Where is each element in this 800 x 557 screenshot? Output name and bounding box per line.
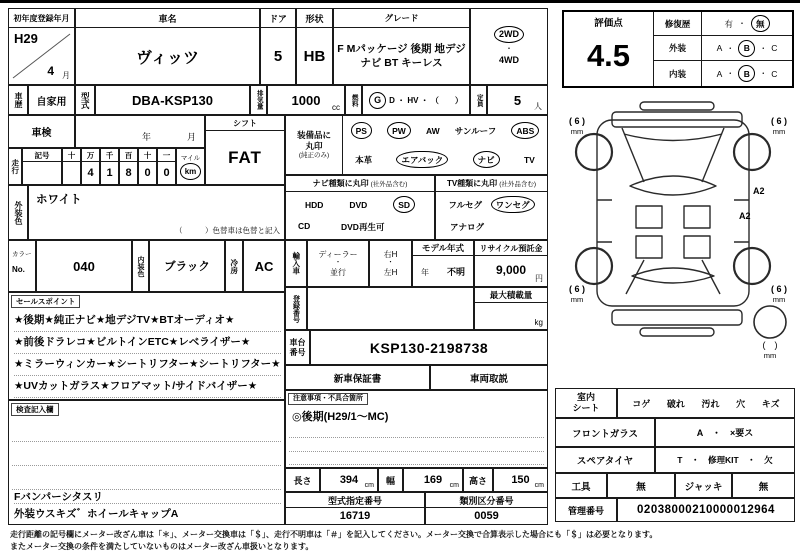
displacement-label-cell bbox=[250, 85, 267, 115]
color-no-label-1: カラー bbox=[12, 251, 32, 258]
sales-points-label: セールスポイント bbox=[11, 295, 80, 308]
equipment-cell bbox=[285, 115, 548, 175]
reg-number-value-cell bbox=[307, 287, 474, 330]
exterior-grade-label: 外装 bbox=[668, 43, 686, 53]
sales-line: ★後期★純正ナビ★地デジTV★BTオーディオ★ bbox=[14, 312, 281, 332]
mileage-col-10k bbox=[81, 148, 100, 185]
jack-value: 無 bbox=[758, 481, 769, 493]
reg-month: 4 bbox=[47, 64, 54, 78]
model-year-label: モデル年式 bbox=[413, 241, 473, 256]
class-division-cell bbox=[425, 492, 548, 525]
score-label: 評価点 bbox=[594, 18, 623, 29]
int-color-value-cell bbox=[149, 240, 225, 292]
sales-line: ★前後ドラレコ★ビルトインETC★レベライザー★ bbox=[14, 334, 281, 354]
first-registration-value bbox=[9, 28, 74, 84]
capacity-value: 5 bbox=[513, 92, 522, 108]
dealer-option: ディーラー bbox=[318, 250, 358, 260]
control-number: 02038000210000012964 bbox=[637, 504, 775, 516]
chassis-label-1: 車台 bbox=[289, 337, 306, 347]
import-dealer-cell bbox=[307, 240, 369, 287]
clearance-value: ( 6 ) bbox=[568, 116, 585, 126]
height-label-cell bbox=[463, 468, 493, 492]
windshield-value: A ・ ×要ス bbox=[696, 428, 754, 438]
exterior-c-option: C bbox=[771, 43, 778, 53]
mileage-label-cell bbox=[8, 148, 22, 185]
equipment-label-3: (純正のみ) bbox=[298, 151, 330, 159]
tv-type-row-1 bbox=[436, 192, 547, 217]
clearance-label-front-right bbox=[762, 116, 796, 136]
int-color-value: ブラック bbox=[164, 261, 210, 273]
navi-sd-circled: SD bbox=[393, 196, 415, 213]
footer-notes bbox=[10, 529, 796, 553]
tv-type-cell bbox=[435, 175, 548, 240]
grade-line1: F Mパッケージ 後期 地デジ bbox=[337, 42, 466, 55]
clearance-unit: mm bbox=[772, 294, 786, 304]
control-number-label: 管理番号 bbox=[567, 505, 604, 516]
mileage-digit: 0 bbox=[163, 167, 170, 179]
mileage-digit: 1 bbox=[106, 167, 113, 179]
clearance-unit: mm bbox=[772, 126, 786, 136]
score-box bbox=[562, 10, 794, 88]
length-unit: cm bbox=[364, 482, 374, 489]
windshield-label-cell bbox=[555, 418, 655, 447]
reg-number-label: 登録番号 bbox=[292, 294, 300, 323]
spare-tire-value: T ・ 修理KIT ・ 欠 bbox=[677, 455, 773, 465]
dealer-dot: ・ bbox=[334, 259, 342, 267]
manual-label: 車両取説 bbox=[469, 373, 508, 385]
warranty-label: 新車保証書 bbox=[333, 373, 382, 385]
option-dot: ・ bbox=[738, 19, 746, 28]
model-label-cell bbox=[75, 85, 95, 115]
shaken-value-cell bbox=[75, 115, 205, 148]
mileage-col-label: 百 bbox=[120, 149, 137, 162]
equipment-navi-circled: ナビ bbox=[473, 151, 500, 168]
tv-fullseg: フルセグ bbox=[448, 199, 482, 210]
width-value: 169 bbox=[423, 474, 443, 486]
dotted-line bbox=[12, 465, 281, 466]
length-value-cell bbox=[320, 468, 378, 492]
history-value-cell bbox=[28, 85, 75, 115]
dotted-line bbox=[12, 441, 281, 442]
tools-label-cell bbox=[555, 473, 607, 498]
color-no-label-2: No. bbox=[12, 265, 25, 274]
length-label-cell bbox=[285, 468, 320, 492]
chassis-value-cell bbox=[310, 330, 548, 365]
door-count: 5 bbox=[273, 47, 283, 65]
tools-value-cell bbox=[607, 473, 675, 498]
jack-label: ジャッキ bbox=[684, 481, 723, 493]
interior-a-option: A bbox=[716, 68, 723, 79]
aircon-label: 冷房 bbox=[229, 258, 239, 274]
mileage-col-label: 万 bbox=[82, 149, 99, 162]
class-division-label: 類別区分番号 bbox=[426, 493, 547, 508]
mileage-col-label: 十 bbox=[139, 149, 156, 162]
seat-option: 破れ bbox=[666, 398, 685, 409]
inspection-notes-cell bbox=[8, 400, 285, 525]
ext-color-note: （ ）色替車は色替と記入 bbox=[175, 226, 280, 235]
displacement-value: 1000 bbox=[291, 92, 321, 108]
parallel-option: 並行 bbox=[330, 267, 346, 277]
car-name-cell bbox=[75, 8, 260, 85]
grade-label: グレード bbox=[334, 9, 469, 28]
model-year-cell bbox=[412, 240, 474, 287]
repair-yes-option: 有 bbox=[724, 18, 733, 29]
dotted-line bbox=[289, 464, 544, 465]
spare-clearance-unit: mm bbox=[763, 350, 777, 360]
import-label-cell bbox=[285, 240, 307, 287]
width-label-cell bbox=[378, 468, 403, 492]
interior-c-option: C bbox=[771, 68, 778, 79]
navi-cd: CD bbox=[298, 221, 311, 231]
color-no-value: 040 bbox=[73, 258, 95, 274]
model-label: 型式 bbox=[80, 91, 91, 109]
history-value: 自家用 bbox=[36, 96, 67, 108]
equipment-aw: AW bbox=[425, 125, 440, 136]
clearance-label-rear-right bbox=[762, 284, 796, 304]
seat-label-2: シート bbox=[572, 403, 600, 413]
jack-value-cell bbox=[732, 473, 795, 498]
damage-mark-a2-1: A2 bbox=[753, 186, 765, 196]
jack-label-cell bbox=[675, 473, 732, 498]
mileage-col-label: 一 bbox=[158, 149, 175, 162]
spare-clearance-value: ( ) bbox=[762, 340, 778, 350]
first-registration-label: 初年度登録年月 bbox=[9, 9, 74, 28]
drive-2wd-circled: 2WD bbox=[494, 26, 524, 43]
warranty-cell bbox=[285, 365, 430, 390]
aircon-label-cell bbox=[225, 240, 243, 292]
clearance-value: ( 6 ) bbox=[770, 284, 787, 294]
shaken-label-cell bbox=[8, 115, 75, 148]
equipment-airbag-circled: エアバック bbox=[396, 151, 448, 168]
equipment-pw-circled: PW bbox=[387, 122, 411, 139]
shift-cell bbox=[205, 115, 285, 185]
max-load-cell bbox=[474, 287, 548, 330]
recycle-fee-label: リサイクル預託金 bbox=[475, 241, 547, 256]
windshield-value-cell bbox=[655, 418, 795, 447]
seat-label-1: 室内 bbox=[576, 392, 595, 403]
interior-grade-value-cell bbox=[702, 61, 792, 86]
tv-oneseg-circled: ワンセグ bbox=[491, 196, 535, 213]
first-registration-cell bbox=[8, 8, 75, 85]
capacity-unit: 人 bbox=[534, 102, 542, 111]
option-dot: ・ bbox=[726, 43, 735, 53]
mileage-sign-cell bbox=[22, 148, 62, 185]
repair-history-label: 修復歴 bbox=[664, 18, 691, 29]
length-label: 長さ bbox=[293, 475, 312, 486]
manual-cell bbox=[430, 365, 548, 390]
equipment-ps-circled: PS bbox=[351, 122, 372, 139]
displacement-unit: cc bbox=[332, 103, 340, 112]
color-no-value-cell bbox=[36, 240, 132, 292]
equipment-tv: TV bbox=[523, 154, 535, 165]
tools-value: 無 bbox=[636, 481, 646, 493]
equipment-row-2 bbox=[343, 145, 547, 174]
shaken-year-label: 年 bbox=[142, 132, 152, 142]
clearance-label-rear-left bbox=[560, 284, 594, 304]
footer-note-line-1: 走行距離の記号欄にメーター改ざん車は「＊」、メーター交換車は「＄」、走行不明車は「＃」を記入してください。メーター交換で合算表示した場合にも「＄」は必要となります。 bbox=[10, 530, 658, 539]
displacement-value-cell bbox=[267, 85, 345, 115]
ext-color-label-cell bbox=[8, 185, 28, 240]
mileage-col-1 bbox=[157, 148, 176, 185]
equipment-row-1 bbox=[343, 116, 547, 145]
km-circled: km bbox=[180, 163, 202, 180]
recycle-fee-unit: 円 bbox=[535, 274, 543, 283]
fuel-label-cell bbox=[345, 85, 362, 115]
length-value: 394 bbox=[339, 474, 359, 486]
equipment-sunroof: サンルーフ bbox=[454, 125, 497, 136]
equipment-label-2: 丸印 bbox=[305, 140, 323, 151]
navi-type-row-2 bbox=[286, 217, 434, 239]
seat-option: コゲ bbox=[632, 398, 651, 409]
clearance-unit: mm bbox=[570, 126, 584, 136]
dotted-line bbox=[289, 437, 544, 438]
tv-analog: アナログ bbox=[450, 222, 485, 232]
equipment-label-1: 装備品に bbox=[296, 130, 331, 141]
mileage-digit: 4 bbox=[87, 167, 94, 179]
mileage-col-label: 千 bbox=[101, 149, 118, 162]
interior-b-circled: B bbox=[738, 65, 755, 82]
sales-line: ★ミラーウィンカー★シートリフター★シートリフター★ bbox=[14, 356, 281, 376]
reg-number-label-cell bbox=[285, 287, 307, 330]
car-name-label: 車名 bbox=[76, 9, 259, 28]
inspection-notes-label: 検査記入欄 bbox=[11, 403, 59, 416]
right-handle-option: 右H bbox=[383, 250, 398, 260]
seat-option: 穴 bbox=[736, 398, 746, 409]
aircon-value: AC bbox=[254, 258, 274, 274]
equipment-abs-circled: ABS bbox=[511, 122, 539, 139]
left-handle-option: 左H bbox=[383, 267, 398, 277]
seat-option: 汚れ bbox=[701, 398, 720, 409]
aircon-value-cell bbox=[243, 240, 285, 292]
mileage-col-1k bbox=[100, 148, 119, 185]
interior-grade-label-cell bbox=[654, 61, 702, 86]
chassis-label-cell bbox=[285, 330, 310, 365]
control-number-value-cell bbox=[617, 498, 795, 522]
capacity-label: 定員 bbox=[475, 93, 483, 107]
mile-label: マイル bbox=[180, 155, 201, 162]
mileage-digit: 8 bbox=[125, 167, 132, 179]
score-cell bbox=[564, 12, 654, 86]
exterior-grade-label-cell bbox=[654, 36, 702, 61]
tv-type-row-2 bbox=[436, 217, 547, 239]
displacement-label: 排気量 bbox=[255, 90, 263, 110]
mileage-label: 走行 bbox=[10, 159, 20, 174]
height-label: 高さ bbox=[468, 475, 487, 486]
spare-tire-label: スペアタイヤ bbox=[576, 456, 634, 467]
grade-cell bbox=[333, 8, 470, 85]
ext-color-value: ホワイト bbox=[36, 194, 82, 206]
grade-line2: ナビ BT キーレス bbox=[360, 57, 443, 69]
ext-color-label: 外装色 bbox=[14, 200, 23, 225]
int-color-label: 内装色 bbox=[137, 255, 144, 277]
int-color-label-cell bbox=[132, 240, 149, 292]
caution-label: 注意事項・不具合箇所 bbox=[288, 393, 368, 405]
mileage-unit-cell bbox=[176, 148, 205, 185]
option-dot: ・ bbox=[726, 69, 735, 78]
seat-label-cell bbox=[555, 388, 617, 418]
repair-history-label-cell bbox=[654, 12, 702, 36]
caution-value: ◎後期(H29/1～MC) bbox=[292, 411, 389, 423]
body-shape: HB bbox=[303, 47, 326, 65]
shaken-month-label: 月 bbox=[186, 132, 196, 142]
height-value: 150 bbox=[511, 474, 530, 486]
reg-year: H29 bbox=[14, 31, 38, 46]
fuel-value-cell bbox=[362, 85, 470, 115]
tools-label: 工具 bbox=[571, 481, 591, 493]
clearance-value: ( 6 ) bbox=[770, 116, 787, 126]
handle-dot: ・ bbox=[387, 259, 394, 267]
height-unit: cm bbox=[534, 482, 544, 489]
inspection-note: Fバンパーシタスリ bbox=[14, 489, 281, 504]
exterior-grade-value-cell bbox=[702, 36, 792, 61]
caution-cell bbox=[285, 390, 548, 468]
type-designation-cell bbox=[285, 492, 425, 525]
repair-history-value-cell bbox=[702, 12, 792, 36]
navi-dvd: DVD bbox=[349, 199, 368, 210]
drive-4wd: 4WD bbox=[499, 55, 519, 66]
repair-no-circled: 無 bbox=[751, 15, 770, 32]
equipment-label-cell bbox=[286, 116, 343, 174]
type-designation-label: 型式指定番号 bbox=[286, 493, 424, 508]
width-value-cell bbox=[403, 468, 463, 492]
spare-tire-value-cell bbox=[655, 447, 795, 473]
history-label: 車歴 bbox=[14, 92, 23, 108]
sales-line: ★UVカットガラス★フロアマット/サイドバイザー★ bbox=[14, 378, 281, 398]
model-code: DBA-KSP130 bbox=[132, 92, 213, 108]
navi-type-row-1 bbox=[286, 192, 434, 217]
import-handle-cell bbox=[369, 240, 412, 287]
ext-color-value-cell bbox=[28, 185, 285, 240]
drive-dot: ・ bbox=[505, 44, 513, 54]
capacity-label-cell bbox=[470, 85, 487, 115]
mileage-col-10 bbox=[138, 148, 157, 185]
mileage-sign-label: 記号 bbox=[23, 149, 61, 162]
exterior-b-circled: B bbox=[738, 40, 755, 57]
shape-label: 形状 bbox=[297, 9, 332, 28]
seat-option: キズ bbox=[761, 398, 780, 409]
class-division-value: 0059 bbox=[474, 509, 499, 522]
equipment-leather: 本革 bbox=[355, 154, 373, 165]
inspection-note: 外装ウスキズ゛ホイールキャップA bbox=[14, 508, 179, 520]
mileage-col-100k bbox=[62, 148, 81, 185]
recycle-fee-cell bbox=[474, 240, 548, 287]
door-label: ドア bbox=[261, 9, 295, 28]
import-label: 輸入車 bbox=[291, 252, 301, 275]
shift-value: FAT bbox=[228, 147, 262, 167]
bottom-edge-line bbox=[0, 0, 800, 2]
dotted-line bbox=[289, 451, 544, 452]
clearance-unit: mm bbox=[570, 294, 584, 304]
tv-type-label: TV種類に丸印 bbox=[446, 179, 498, 188]
navi-type-cell bbox=[285, 175, 435, 240]
height-value-cell bbox=[493, 468, 548, 492]
mileage-col-label: 十 bbox=[63, 149, 80, 162]
history-label-cell bbox=[8, 85, 28, 115]
footer-note-line-2: またメーター交換の条件を満たしていないものはメーター改ざん車扱いとなります。 bbox=[10, 542, 314, 551]
door-cell bbox=[260, 8, 296, 85]
option-dot: ・ bbox=[759, 43, 768, 53]
drive-type-cell bbox=[470, 8, 548, 85]
navi-type-label: ナビ種類に丸印 bbox=[312, 179, 369, 188]
shape-cell bbox=[296, 8, 333, 85]
navi-type-sublabel: (社外品含む) bbox=[370, 181, 408, 188]
mileage-col-100 bbox=[119, 148, 138, 185]
control-number-label-cell bbox=[555, 498, 617, 522]
damage-mark-a2-2: A2 bbox=[739, 211, 751, 221]
width-label: 幅 bbox=[385, 475, 395, 486]
type-designation-value: 16719 bbox=[339, 509, 371, 522]
windshield-label: フロントガラス bbox=[572, 428, 638, 440]
navi-hdd: HDD bbox=[304, 199, 324, 210]
car-name: ヴィッツ bbox=[135, 49, 200, 67]
clearance-label-front-left bbox=[560, 116, 594, 136]
spare-tire-label-cell bbox=[555, 447, 655, 473]
option-dot: ・ bbox=[759, 69, 768, 78]
max-load-label: 最大積載量 bbox=[475, 288, 547, 303]
model-year-prefix: 年 bbox=[421, 268, 429, 277]
width-unit: cm bbox=[449, 482, 459, 489]
reg-month-unit: 月 bbox=[62, 71, 70, 80]
sales-points-cell bbox=[8, 292, 285, 400]
model-code-cell bbox=[95, 85, 250, 115]
seat-condition-cell bbox=[617, 388, 795, 418]
recycle-fee-value: 9,000 bbox=[495, 263, 527, 277]
navi-dvd-play: DVD再生可 bbox=[341, 222, 385, 232]
max-load-unit: kg bbox=[534, 318, 543, 327]
fuel-options: D ・ HV ・ （ ） bbox=[389, 95, 463, 105]
mileage-digit: 0 bbox=[144, 167, 151, 179]
fuel-label: 燃料 bbox=[350, 93, 358, 107]
shift-label: シフト bbox=[206, 116, 284, 131]
color-no-label-cell bbox=[8, 240, 36, 292]
chassis-number: KSP130-2198738 bbox=[369, 339, 489, 356]
capacity-value-cell bbox=[487, 85, 548, 115]
shaken-label: 車検 bbox=[31, 128, 52, 139]
fuel-gas-circled: G bbox=[369, 92, 386, 109]
interior-grade-label: 内装 bbox=[668, 68, 686, 79]
exterior-a-option: A bbox=[716, 43, 723, 53]
spare-clearance-label bbox=[757, 340, 783, 360]
model-year-value: 不明 bbox=[446, 267, 465, 277]
clearance-value: ( 6 ) bbox=[568, 284, 585, 294]
score-value: 4.5 bbox=[586, 38, 631, 73]
chassis-label-2: 番号 bbox=[289, 347, 306, 357]
tv-type-sublabel: (社外品含む) bbox=[499, 181, 537, 188]
